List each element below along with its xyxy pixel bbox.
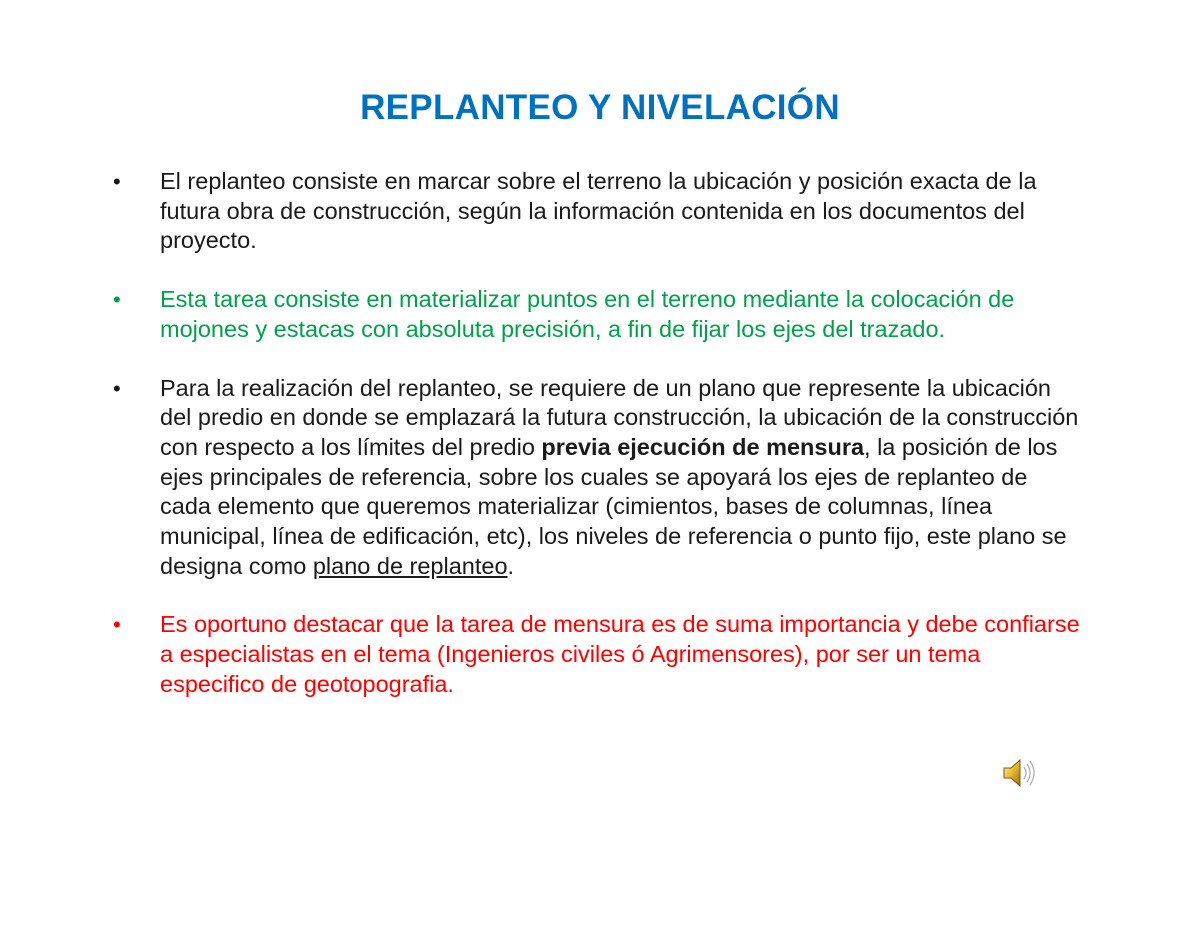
bullet-text: Esta tarea consiste en materializar puntos en el terreno mediante la colocación de mojones y estacas con absoluta precisión, a fin de fijar los ejes del trazado. bbox=[160, 286, 1015, 342]
bullet-text-part: . bbox=[507, 552, 515, 579]
bullet-list bbox=[113, 167, 1083, 729]
bullet-text-part: Para la realización del replanteo, se requiere de un plano que represente la ubicación del predio en donde se emplazará la futura construcción, la ubicación de la construcción con respecto a los límites del predio bbox=[160, 374, 1079, 460]
slide-title: REPLANTEO Y NIVELACIÓN bbox=[360, 88, 840, 127]
bullet-marker: • bbox=[113, 612, 121, 638]
bullet-text: El replanteo consiste en marcar sobre el terreno la ubicación y posición exacta de la futura obra de construcción, según la información contenida en los documentos del proyecto. bbox=[160, 168, 1037, 254]
bold-phrase: previa ejecución de mensura bbox=[541, 433, 865, 460]
bullet-text: Es oportuno destacar que la tarea de mensura es de suma importancia y debe confiarse a especialistas en el tema (Ingenieros civiles ó Agrimensores), por ser un tema especifico de geotopografia. bbox=[160, 611, 1080, 697]
speaker-icon[interactable] bbox=[1000, 755, 1040, 791]
bullet-marker: • bbox=[113, 287, 121, 313]
bullet-item-plano bbox=[113, 374, 1083, 582]
bullet-marker: • bbox=[113, 169, 121, 194]
bullet-text-part: , la posición de los ejes principales de referencia, sobre los cuales se apoyará los ejes de replanteo de cada elemento que queremos materializar (cimientos, bases de columnas, línea municipal, línea de edificación, etc), los niveles de referencia o punto fijo, este plano se designa como bbox=[160, 433, 1067, 579]
bullet-item-replanteo-definition bbox=[113, 167, 1083, 256]
bullet-marker: • bbox=[113, 375, 121, 401]
bullet-text bbox=[160, 374, 1083, 582]
bullet-item-materializar bbox=[113, 285, 1083, 344]
bullet-item-mensura bbox=[113, 610, 1083, 699]
underlined-phrase: plano de replanteo bbox=[312, 552, 508, 579]
